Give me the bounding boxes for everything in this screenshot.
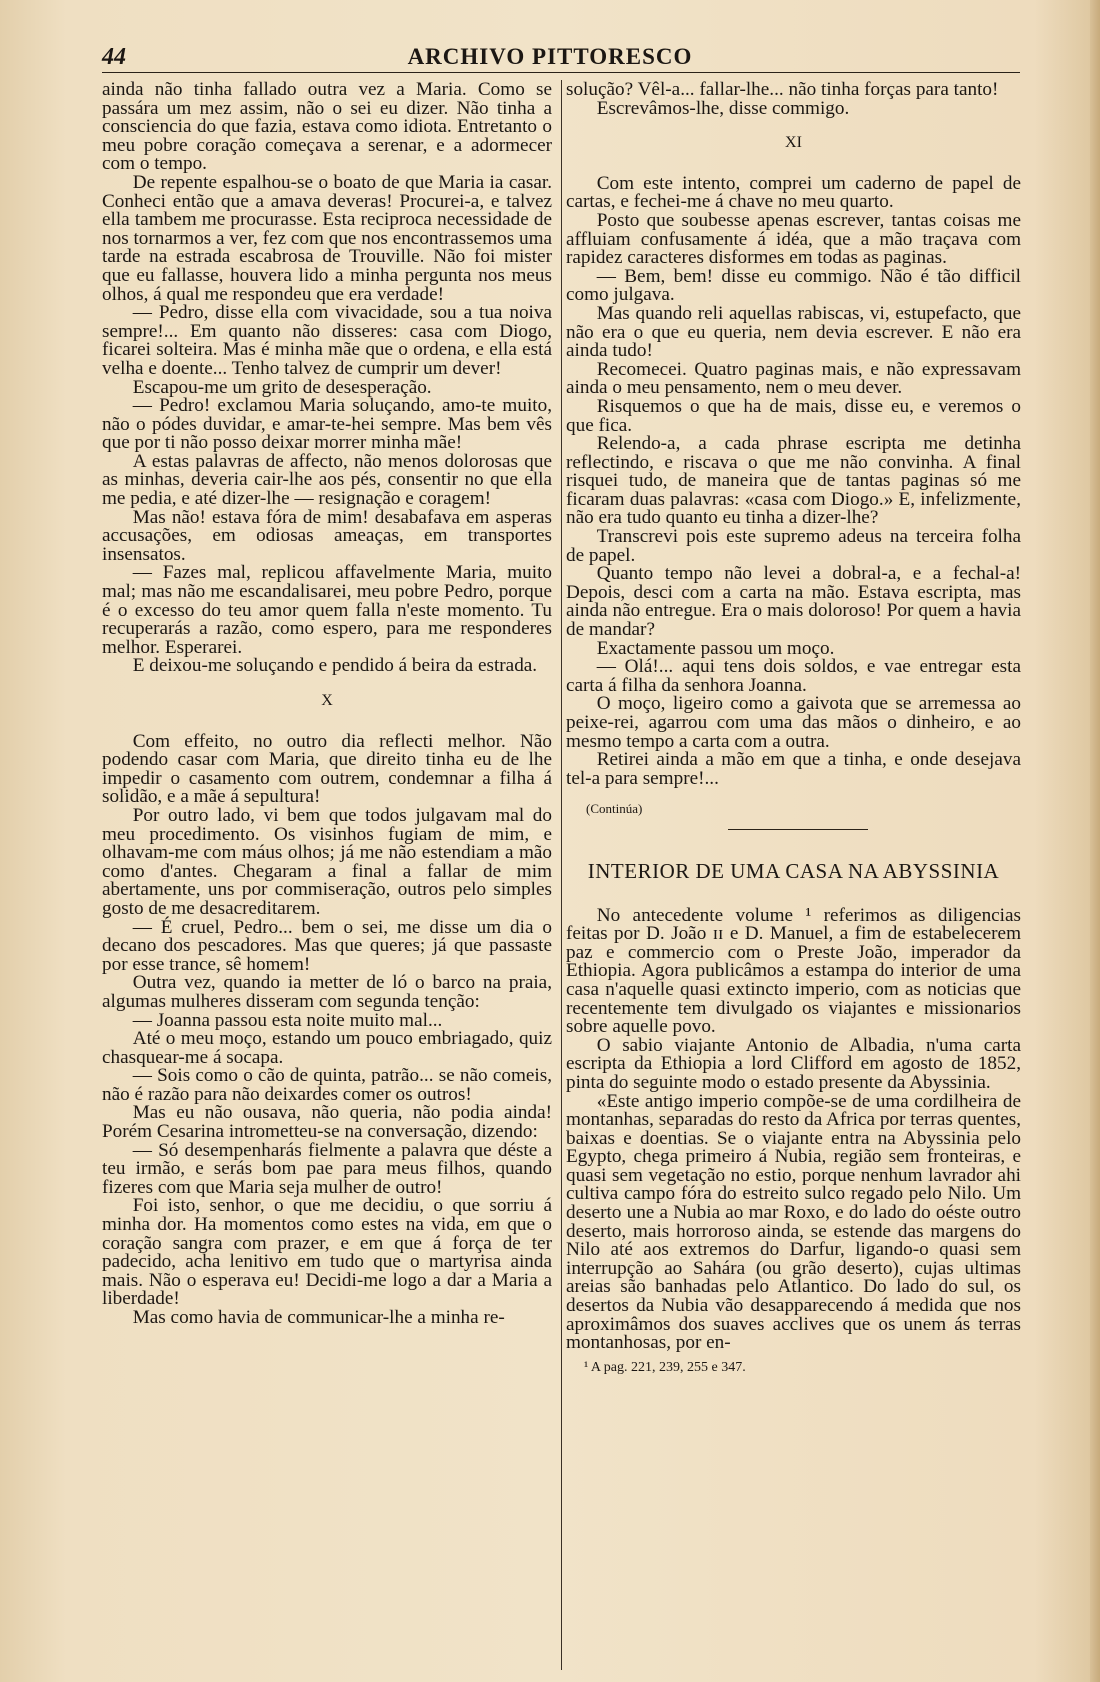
- right-column: [566, 81, 1021, 1377]
- section-separator: [728, 829, 868, 830]
- paragraph: Retirei ainda a mão em que a tinha, e onde desejava tel-a para sempre!...: [566, 749, 1021, 789]
- chapter-numeral: XI: [785, 134, 802, 152]
- article-paragraph: O sabio viajante Antonio de Albadia, n'uma carta escripta da Ethiopia a lord Clifford em agosto de 1852, pinta do seguinte modo o estado presente da Abyssinia.: [566, 1034, 1021, 1093]
- paragraph: — É cruel, Pedro... bem o sei, me disse um dia o decano dos pescadores. Mas que queres; já que passaste por esse trance, sê homem!: [102, 916, 552, 975]
- paragraph: Foi isto, senhor, o que me decidiu, o que sorriu á minha dor. Ha momentos como estes na vida, em que o coração sangra com prazer, e em que á força de ter padecido, acha lenitivo em tudo que o martyrisa ainda mais. Não o esperava eu! Decidi-me logo a dar a Maria a liberdade!: [102, 1195, 552, 1310]
- header-rule: [102, 72, 1020, 73]
- paragraph: Mas eu não ousava, não queria, não podia ainda! Porém Cesarina intrometteu-se na conversação, dizendo:: [102, 1102, 552, 1143]
- paragraph: Transcrevi pois este supremo adeus na terceira folha de papel.: [566, 526, 1021, 566]
- paragraph: Até o meu moço, estando um pouco embriagado, quiz chasquear-me á socapa.: [102, 1028, 552, 1068]
- article-title: INTERIOR DE UMA CASA NA ABYSSINIA: [587, 858, 1000, 883]
- paragraph: Escrevâmos-lhe, disse commigo.: [596, 97, 850, 119]
- paragraph: Exactamente passou um moço.: [596, 637, 835, 659]
- paragraph: A estas palavras de affecto, não menos dolorosas que as minhas, deveria cair-lhe aos pés, consentir no que ella me pedia, e até dizer-lhe — resignação e coragem!: [102, 450, 552, 510]
- paragraph: Mas quando reli aquellas rabiscas, vi, estupefacto, que não era o que eu queria, nem devia escrever. E não era ainda tudo!: [566, 302, 1021, 362]
- paragraph: — Joanna passou esta noite muito mal...: [132, 1009, 443, 1031]
- paragraph: ainda não tinha fallado outra vez a Maria. Como se passára um mez assim, não o sei eu dizer. Não tinha a consciencia do que fazia, estava como idiota. Entretanto o meu pobre coração começava a serenar, e a adormecer com o tempo.: [102, 79, 552, 175]
- footnote: ¹ A pag. 221, 239, 255 e 347.: [584, 1359, 746, 1375]
- left-column: [102, 81, 552, 1328]
- paragraph: — Bem, bem! disse eu commigo. Não é tão difficil como julgava.: [566, 265, 1021, 306]
- paragraph: De repente espalhou-se o boato de que Maria ia casar. Conheci então que a amava deveras! Procurei-a, e talvez ella tambem me procurasse. Esta reciproca necessidade de nos tornarmos a ver, fez com que nos encontrassemos uma tarde na estrada escabrosa de Trouville. Não foi mister que eu fallasse, houvera lido a minha pergunta nos meus olhos, á qual me respondeu que era verdade!: [102, 171, 553, 305]
- paragraph: Mas não! estava fóra de mim! desabafava em asperas accusações, em odiosas ameaças, em transportes insensatos.: [102, 506, 552, 565]
- paragraph: Por outro lado, vi bem que todos julgavam mal do meu procedimento. Os visinhos fugiam de mim, e olhavam-me com máus olhos; já me não estendiam a mão como d'antes. Chegaram a final a fallar de mim abertamente, uns por commiseração, outros pelo simples gosto de me desacreditarem.: [102, 804, 552, 919]
- continua-note: (Continúa): [586, 801, 643, 817]
- paragraph: — Pedro! exclamou Maria soluçando, amo-te muito, não o pódes duvidar, e amar-te-hei sempre. Mas bem vês que por ti não posso deixar morrer minha mãe!: [102, 395, 552, 454]
- paragraph: Risquemos o que ha de mais, disse eu, e veremos o que fica.: [566, 395, 1021, 436]
- paragraph: — Só desempenharás fielmente a palavra que déste a teu irmão, e serás bom pae para meus filhos, quando fizeres com que Maria seja mulher de outro!: [102, 1139, 552, 1198]
- paragraph: Posto que soubesse apenas escrever, tantas coisas me affluiam confusamente á idéa, que a mão traçava com rapidez caracteres disformes em todas as paginas.: [566, 209, 1021, 269]
- paragraph: E deixou-me soluçando e pendido á beira da estrada.: [132, 655, 538, 677]
- paragraph: O moço, ligeiro como a gaivota que se arremessa ao peixe-rei, agarrou com uma das mãos o dinheiro, e ao mesmo tempo a carta com a outra.: [566, 693, 1021, 752]
- paragraph: Com effeito, no outro dia reflecti melhor. Não podendo casar com Maria, que direito tinha eu de lhe impedir o casamento com outrem, condemnar a filha á solidão, e a mãe á sepultura!: [102, 730, 552, 808]
- paragraph: Outra vez, quando ia metter de ló o barco na praia, algumas mulheres disseram com segunda tenção:: [102, 972, 552, 1012]
- paragraph: Com este intento, comprei um caderno de papel de cartas, e fechei-me á chave no meu quarto.: [566, 172, 1021, 213]
- paragraph: Recomecei. Quatro paginas mais, e não expressavam ainda o meu pensamento, nem o meu dever.: [566, 358, 1021, 399]
- paragraph: Quanto tempo não levei a dobral-a, e a fechal-a! Depois, desci com a carta na mão. Estava escripta, mas ainda não entregue. Era o mais doloroso! Por quem a havia de mandar?: [566, 563, 1021, 641]
- paragraph: solução? Vêl-a... fallar-lhe... não tinha forças para tanto!: [566, 79, 999, 100]
- page-edge: [1090, 0, 1100, 1682]
- column-rule: [561, 80, 562, 1670]
- paragraph: — Olá!... aqui tens dois soldos, e vae entregar esta carta á filha da senhora Joanna.: [566, 656, 1021, 696]
- paragraph: — Pedro, disse ella com vivacidade, sou a tua noiva sempre!... Em quanto não disseres: casa com Diogo, ficarei solteira. Mas é minha mãe que o ordena, e ella está velha e doente... Tenho talvez de cumprir um dever!: [102, 302, 552, 379]
- article-paragraph: «Este antigo imperio compõe-se de uma cordilheira de montanhas, separadas do resto da Africa por terras quentes, baixas e doentias. Se o viajante entra na Abyssinia pelo Egypto, chega primeiro á Nubia, região sem fronteiras, e quasi sem vegetação no estio, porque nenhum lavrador ahi cultiva campo fóra do estreito sulco regado pelo Nilo. Um deserto une a Nubia ao mar Roxo, e do lado do oéste outro deserto, mais horroroso ainda, se estende das margens do Nilo até aos extremos do Darfur, ligando-o quasi sem interrupção ao Sahára (ou grão deserto), cujas ultimas areias são banhadas pelo Atlantico. Do lado do sul, os desertos da Nubia vão desapparecendo á medida que nos aproximâmos dos suaves acclives que os unem ás terras montanhosas, por en-: [566, 1090, 1022, 1354]
- paragraph: — Sois como o cão de quinta, patrão... se não comeis, não é razão para não deixardes comer os outros!: [102, 1065, 552, 1105]
- paragraph: Mas como havia de communicar-lhe a minha re-: [132, 1307, 505, 1328]
- paragraph: Escapou-me um grito de desesperação.: [132, 376, 432, 398]
- page-number: 44: [102, 44, 126, 70]
- paragraph: Relendo-a, a cada phrase escripta me detinha reflectindo, e riscava o que me não convinha. A final risquei tudo, de maneira que de tantas paginas só me ficaram duas palavras: «casa com Diogo.» E, infelizmente, não era tudo quanto eu tinha a dizer-lhe?: [566, 433, 1021, 529]
- running-head: ARCHIVO PITTORESCO: [407, 44, 693, 69]
- paragraph: — Fazes mal, replicou affavelmente Maria, muito mal; mas não me escandalisarei, meu pobre Pedro, porque é o excesso do teu amor quem falla n'este momento. Tu recuperarás a razão, como espero, para me responderes melhor. Esperarei.: [102, 562, 552, 658]
- article-paragraph: No antecedente volume ¹ referimos as diligencias feitas por D. João ɪɪ e D. Manuel, a fim de estabelecerem paz e commercio com o Preste João, imperador da Ethiopia. Agora publicâmos a estampa do interior de uma casa n'aquelle quasi extincto imperio, com as noticias que recentemente tem divulgado os viajantes e missionarios sobre aquelle povo.: [566, 904, 1021, 1038]
- chapter-numeral: X: [321, 692, 333, 709]
